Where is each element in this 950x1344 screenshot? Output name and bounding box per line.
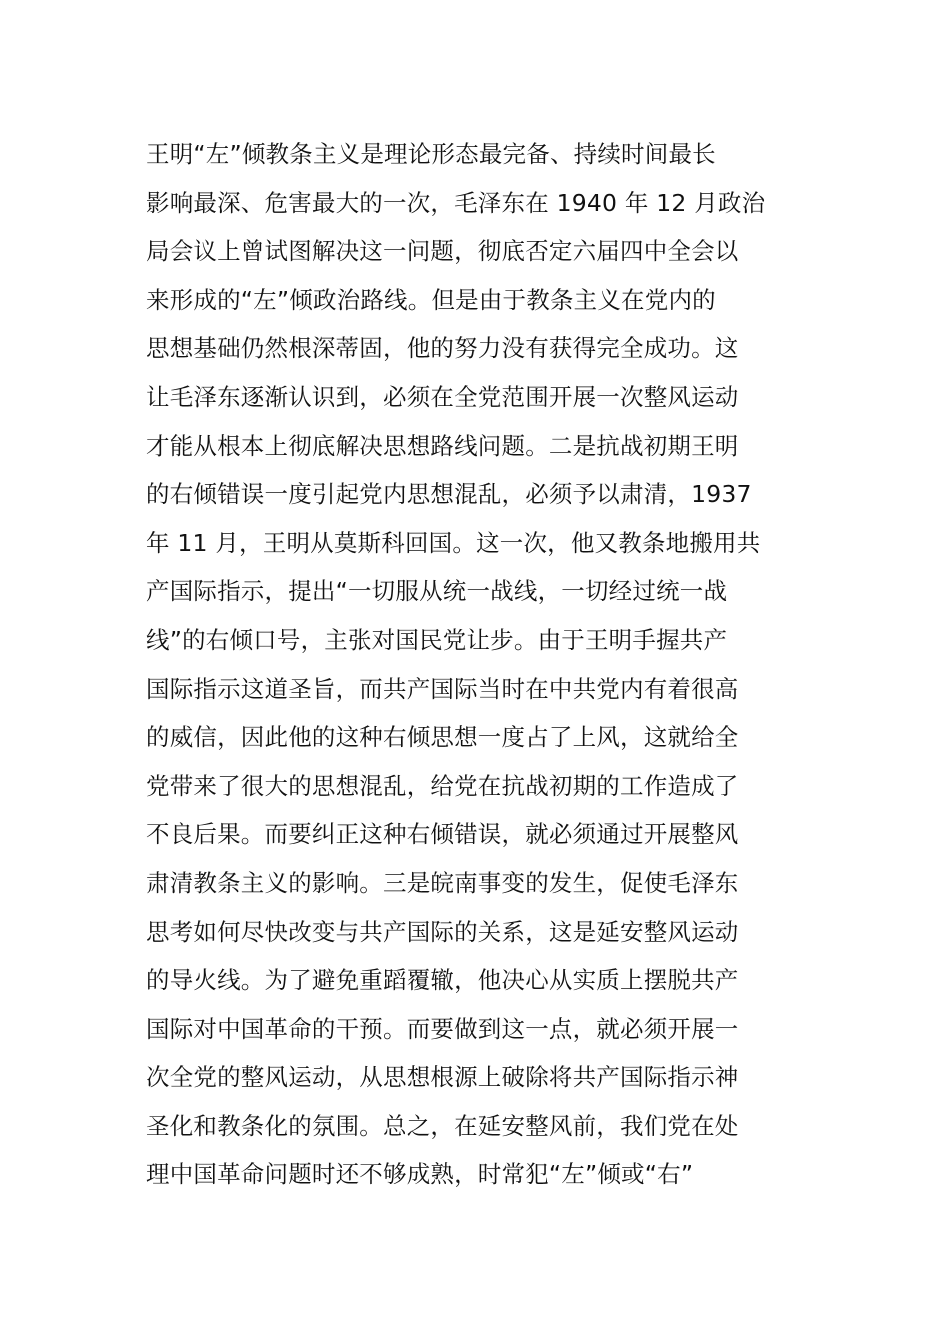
text-line: 局会议上曾试图解决这一问题，彻底否定六届四中全会以 (146, 237, 739, 266)
text-line: 国际对中国革命的干预。而要做到这一点，就必须开展一 (146, 1014, 739, 1043)
body-paragraph (146, 134, 816, 1203)
text-line: 思考如何尽快改变与共产国际的关系，这是延安整风运动 (146, 917, 739, 946)
text-line: 不良后果。而要纠正这种右倾错误，就必须通过开展整风 (146, 820, 739, 849)
text-line: 国际指示这道圣旨，而共产国际当时在中共党内有着很高 (146, 674, 739, 703)
text-line: 思想基础仍然根深蒂固，他的努力没有获得完全成功。这 (146, 334, 739, 363)
text-line: 线”的右倾口号，主张对国民党让步。由于王明手握共产 (146, 625, 728, 654)
text-line: 的威信，因此他的这种右倾思想一度占了上风，这就给全 (146, 723, 739, 752)
text-line: 才能从根本上彻底解决思想路线问题。二是抗战初期王明 (146, 431, 739, 460)
text-line: 产国际指示，提出“一切服从统一战线，一切经过统一战 (146, 577, 728, 606)
text-line: 党带来了很大的思想混乱，给党在抗战初期的工作造成了 (146, 771, 739, 800)
text-line: 的导火线。为了避免重蹈覆辙，他决心从实质上摆脱共产 (146, 966, 739, 995)
text-line: 影响最深、危害最大的一次，毛泽东在 1940 年 12 月政治 (146, 188, 766, 217)
text-line: 年 11 月，王明从莫斯科回国。这一次，他又教条地搬用共 (146, 528, 761, 557)
text-line: 的右倾错误一度引起党内思想混乱，必须予以肃清，1937 (146, 480, 752, 509)
text-line: 次全党的整风运动，从思想根源上破除将共产国际指示神 (146, 1063, 739, 1092)
text-line: 肃清教条主义的影响。三是皖南事变的发生，促使毛泽东 (146, 868, 739, 897)
text-line: 王明“左”倾教条主义是理论形态最完备、持续时间最长 (146, 140, 716, 168)
text-line: 让毛泽东逐渐认识到，必须在全党范围开展一次整风运动 (146, 382, 739, 411)
text-line: 来形成的“左”倾政治路线。但是由于教条主义在党内的 (146, 285, 716, 314)
text-line: 圣化和教条化的氛围。总之，在延安整风前，我们党在处 (146, 1111, 739, 1140)
text-line: 理中国革命问题时还不够成熟，时常犯“左”倾或“右” (146, 1160, 694, 1189)
